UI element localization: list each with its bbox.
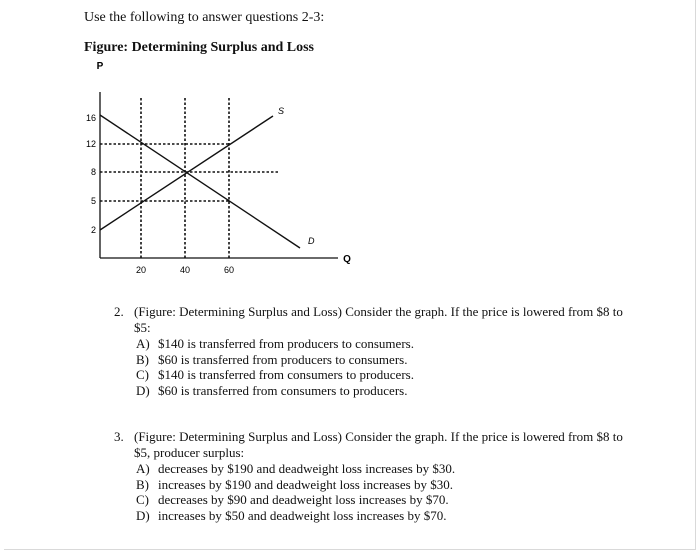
question-3 — [114, 429, 634, 523]
y-axis-label: P — [96, 61, 104, 72]
demand-curve — [100, 115, 300, 248]
answer-option-c: C) decreases by $90 and deadweight loss increases by $70. — [136, 492, 449, 507]
x-axis-label: Q — [343, 254, 351, 265]
answer-option-a: A) decreases by $190 and deadweight loss increases by $30. — [136, 461, 456, 476]
supply-label: S — [278, 106, 285, 116]
answer-option-a: A) $140 is transferred from producers to consumers. — [136, 336, 414, 351]
answer-options — [136, 336, 634, 398]
x-tick-label: 40 — [179, 265, 191, 275]
intro-text: Use the following to answer questions 2-3: — [84, 10, 325, 25]
answer-option-d: D) $60 is transferred from consumers to producers. — [136, 382, 408, 398]
x-tick-label: 20 — [135, 265, 147, 275]
answer-option-d: D) increases by $50 and deadweight loss increases by $70. — [136, 507, 447, 523]
answer-option-b: B) increases by $190 and deadweight loss increases by $30. — [136, 476, 453, 492]
y-tick-label: 16 — [85, 113, 96, 123]
y-tick-label: 8 — [90, 167, 96, 177]
question-2 — [114, 304, 634, 398]
figure-title: Figure: Determining Surplus and Loss — [84, 40, 314, 55]
x-tick-label: 60 — [223, 265, 235, 275]
question-number: 3. — [114, 429, 124, 444]
question-number: 2. — [114, 304, 124, 319]
y-tick-label: 5 — [90, 196, 96, 206]
question-stem: (Figure: Determining Surplus and Loss) Consider the graph. If the price is lowered from $8 to $5: — [134, 304, 623, 335]
answer-option-c: C) $140 is transferred from consumers to producers. — [136, 367, 414, 382]
answer-option-b: B) $60 is transferred from producers to consumers. — [136, 351, 408, 367]
question-stem: (Figure: Determining Surplus and Loss) Consider the graph. If the price is lowered from $8 to $5, producer surplus: — [134, 429, 623, 460]
y-tick-label: 12 — [85, 139, 96, 149]
y-tick-label: 2 — [90, 225, 96, 235]
answer-options — [136, 461, 634, 523]
demand-label: D — [308, 236, 315, 246]
